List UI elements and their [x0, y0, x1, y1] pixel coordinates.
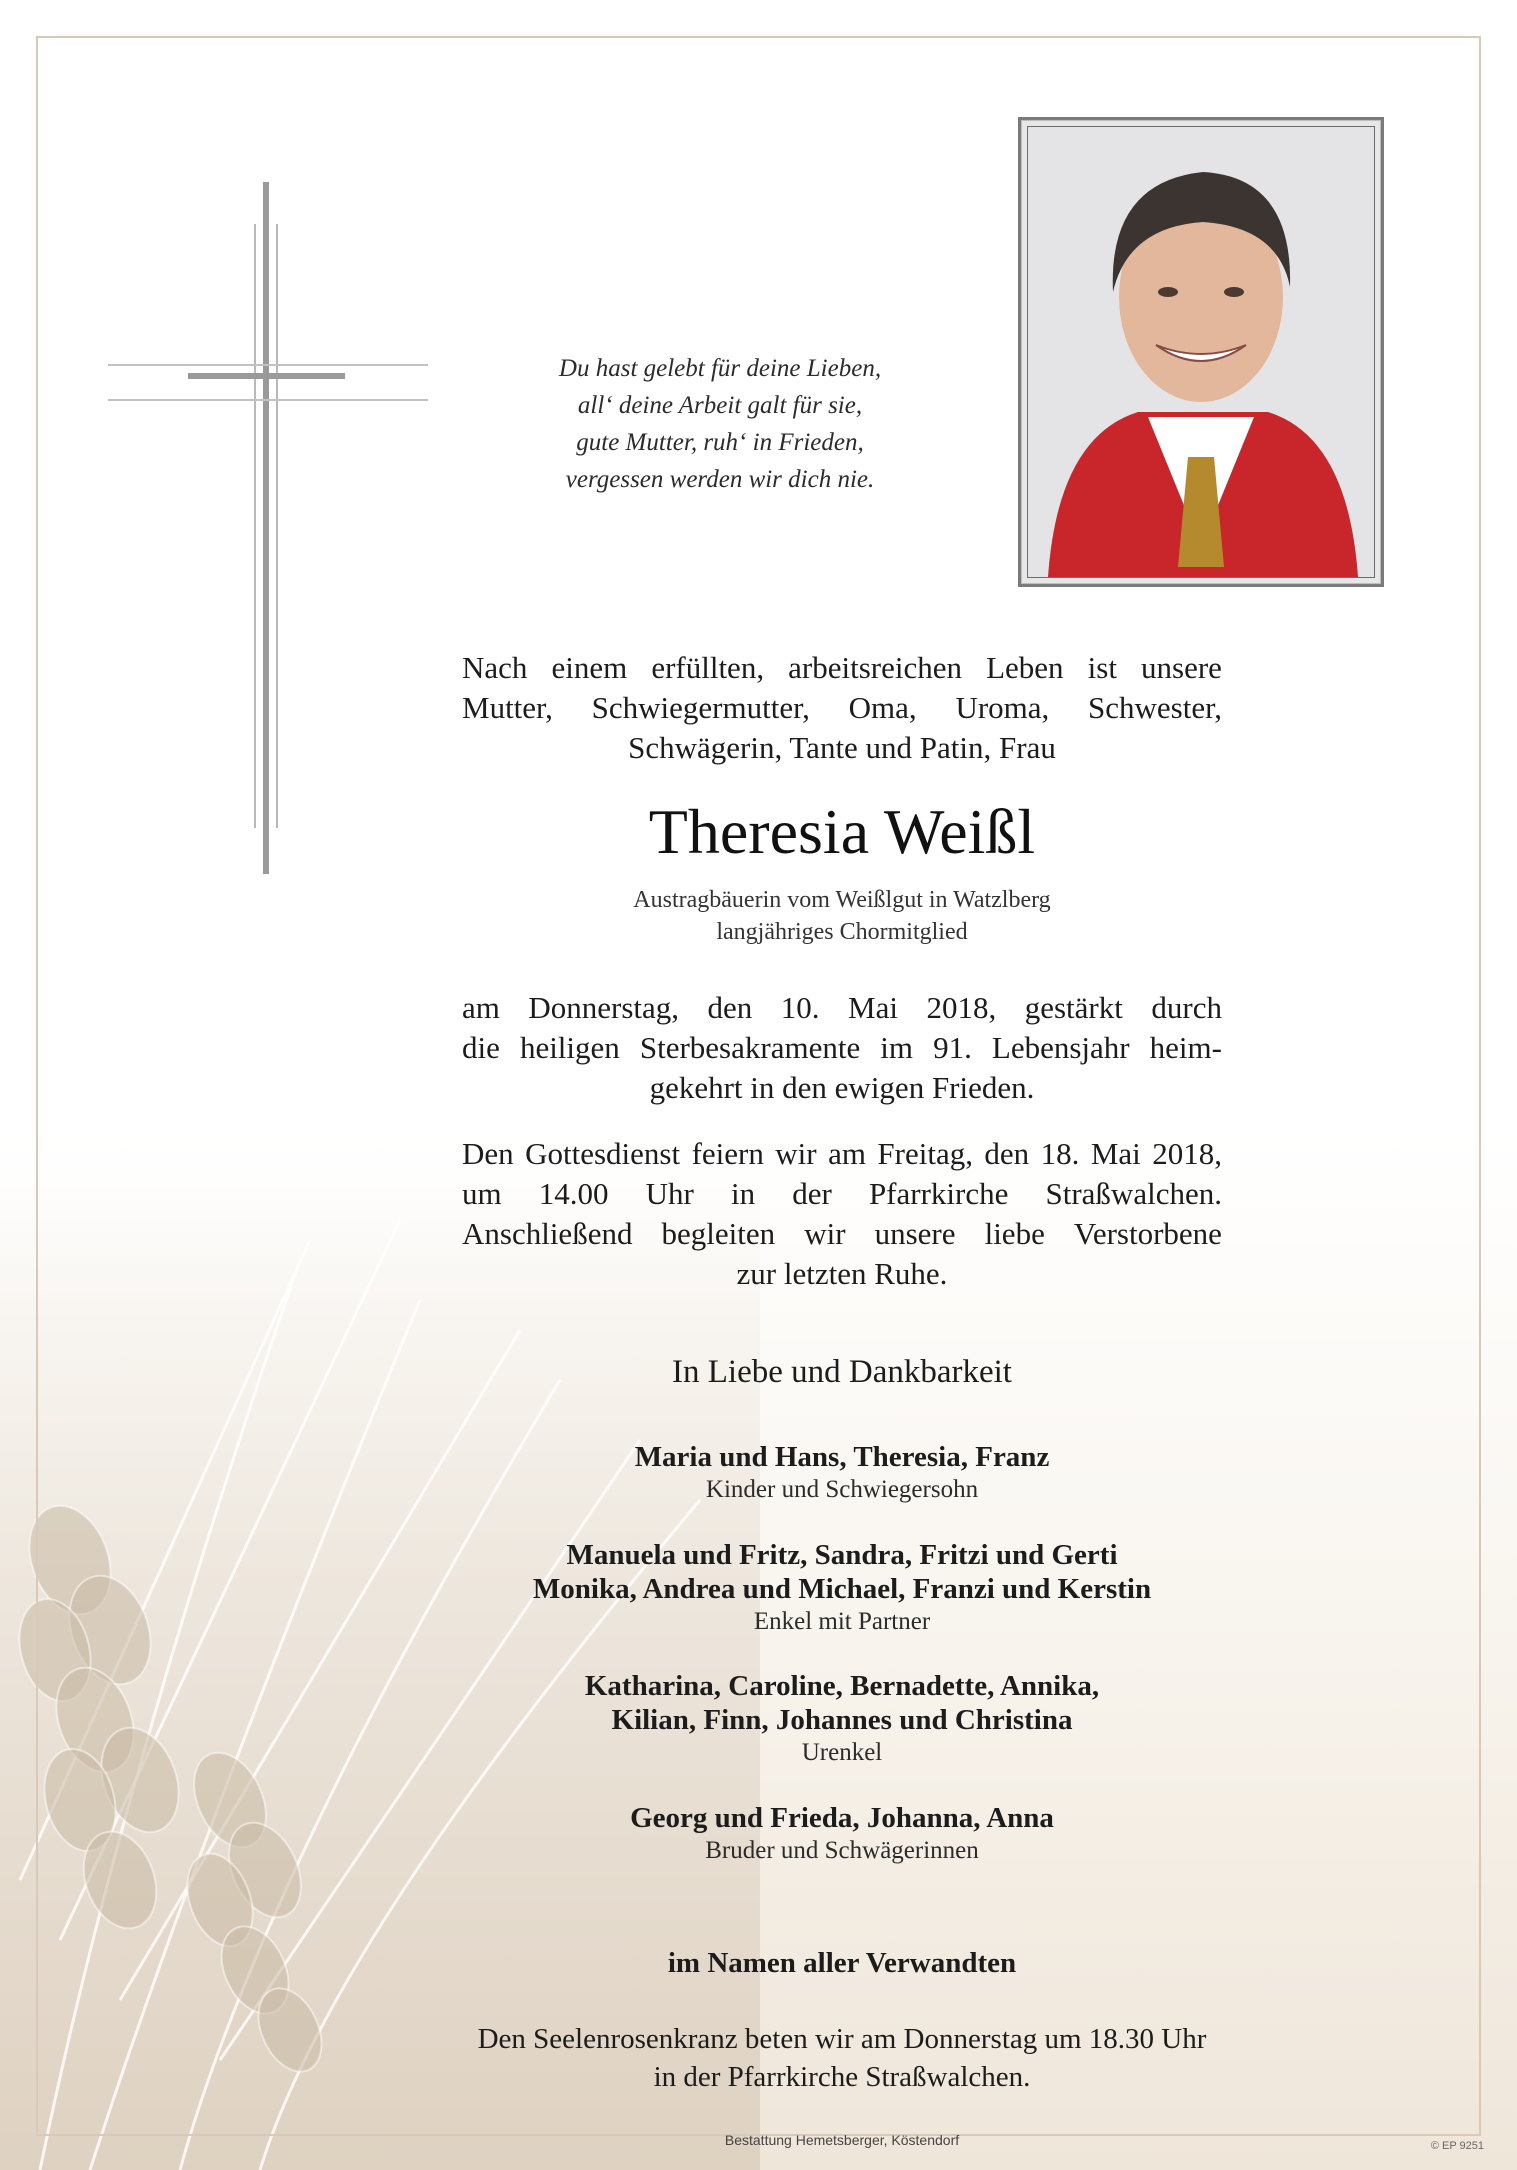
word: arbeitsreichen	[788, 650, 963, 685]
family-names: Maria und Hans, Theresia, Franz	[634, 1441, 1050, 1473]
word: wir	[775, 1136, 817, 1171]
word: Nach	[462, 650, 528, 685]
family-relation: Bruder und Schwägerinnen	[705, 1837, 979, 1864]
word: 2018,	[1152, 1136, 1222, 1171]
word: Mutter,	[462, 690, 553, 725]
deceased-subtitle-line: Austragbäuerin vom Weißlgut in Watzlberg	[633, 887, 1051, 913]
service-line-1	[462, 1134, 1222, 1174]
word: Gottesdienst	[525, 1136, 681, 1171]
family-group-great-grandchildren	[362, 1669, 1322, 1769]
word: Den	[462, 1136, 514, 1171]
rosary-line: Den Seelenrosenkranz beten wir am Donnerstag um 18.30 Uhr	[477, 2023, 1207, 2055]
family-names: Georg und Frieda, Johanna, Anna	[630, 1802, 1054, 1834]
family-group-children	[362, 1440, 1322, 1506]
word: den	[984, 1136, 1030, 1171]
word: unsere	[1141, 650, 1222, 685]
memorial-poem	[520, 350, 920, 498]
word: im	[880, 1030, 914, 1065]
word: Donnerstag,	[528, 990, 680, 1025]
family-names: Monika, Andrea und Michael, Franzi und Kerstin	[532, 1573, 1152, 1605]
word: Leben	[986, 650, 1064, 685]
word: den	[707, 990, 753, 1025]
service-line-3	[462, 1214, 1222, 1254]
word: Lebensjahr	[991, 1030, 1130, 1065]
family-relation: Kinder und Schwiegersohn	[705, 1476, 979, 1503]
word: 10.	[780, 990, 820, 1025]
word: erfüllten,	[651, 650, 765, 685]
word: um	[462, 1176, 502, 1211]
word: Mai	[1090, 1136, 1141, 1171]
word: feiern	[691, 1136, 764, 1171]
word: Uhr	[645, 1176, 694, 1211]
word: Pfarrkirche	[868, 1176, 1009, 1211]
word: 2018,	[926, 990, 997, 1025]
word: der	[792, 1176, 832, 1211]
word: am	[828, 1136, 866, 1171]
word: 14.00	[538, 1176, 609, 1211]
word: 18.	[1040, 1136, 1080, 1171]
word: einem	[551, 650, 628, 685]
poem-line: gute Mutter, ruh‘ in Frieden,	[576, 429, 864, 456]
word: durch	[1151, 990, 1222, 1025]
word: die	[462, 1030, 500, 1065]
word: Oma,	[848, 690, 917, 725]
death-line-3: gekehrt in den ewigen Frieden.	[649, 1070, 1035, 1105]
word: in	[730, 1176, 756, 1211]
deceased-subtitle	[462, 884, 1222, 948]
intro-paragraph	[462, 648, 1222, 768]
rosary-notice	[362, 2020, 1322, 2096]
word: Sterbesakramente	[639, 1030, 861, 1065]
word: gestärkt	[1024, 990, 1123, 1025]
word: am	[462, 990, 500, 1025]
family-names: Manuela und Fritz, Sandra, Fritzi und Gerti	[566, 1539, 1118, 1571]
death-paragraph	[462, 988, 1222, 1108]
intro-line-3: Schwägerin, Tante und Patin, Frau	[628, 730, 1056, 765]
word: Schwiegermutter,	[591, 690, 810, 725]
relatives-closing: im Namen aller Verwandten	[667, 1947, 1017, 1979]
word: heiligen	[519, 1030, 620, 1065]
word: begleiten	[661, 1216, 776, 1251]
poem-line: Du hast gelebt für deine Lieben,	[558, 355, 882, 382]
death-line-1	[462, 988, 1222, 1028]
word: unsere	[874, 1216, 956, 1251]
family-relation: Enkel mit Partner	[753, 1608, 931, 1635]
intro-line-1	[462, 648, 1222, 688]
service-line-2	[462, 1174, 1222, 1214]
dankbarkeit-heading: In Liebe und Dankbarkeit	[672, 1354, 1012, 1390]
deceased-name: Theresia Weißl	[648, 796, 1036, 867]
word: heim-	[1149, 1030, 1222, 1065]
family-names: Katharina, Caroline, Bernadette, Annika,	[584, 1670, 1100, 1702]
family-group-grandchildren	[362, 1538, 1322, 1638]
rosary-line: in der Pfarrkirche Straßwalchen.	[653, 2061, 1031, 2093]
print-code: © EP 9251	[1430, 2140, 1484, 2152]
family-relation: Urenkel	[801, 1739, 883, 1766]
family-names: Kilian, Finn, Johannes und Christina	[611, 1704, 1073, 1736]
service-line-4: zur letzten Ruhe.	[736, 1256, 948, 1291]
word: 91.	[933, 1030, 972, 1065]
word: ist	[1087, 650, 1117, 685]
word: Straßwalchen.	[1045, 1176, 1222, 1211]
portrait-photo-frame	[1018, 117, 1384, 587]
word: Anschließend	[462, 1216, 633, 1251]
family-group-siblings	[362, 1801, 1322, 1867]
word: Schwester,	[1088, 690, 1222, 725]
word: Freitag,	[877, 1136, 973, 1171]
word: wir	[804, 1216, 846, 1251]
poem-line: all‘ deine Arbeit galt für sie,	[577, 392, 863, 419]
intro-line-2	[462, 688, 1222, 728]
word: liebe	[984, 1216, 1045, 1251]
deceased-subtitle-line: langjähriges Chormitglied	[716, 919, 968, 945]
death-line-2	[462, 1028, 1222, 1068]
word: Mai	[848, 990, 898, 1025]
funeral-home-footer: Bestattung Hemetsberger, Köstendorf	[724, 2132, 960, 2148]
word: Uroma,	[955, 690, 1050, 725]
poem-line: vergessen werden wir dich nie.	[565, 466, 875, 493]
service-paragraph	[462, 1134, 1222, 1294]
portrait-photo	[1027, 126, 1375, 578]
word: Verstorbene	[1073, 1216, 1222, 1251]
cross-icon	[108, 180, 428, 880]
